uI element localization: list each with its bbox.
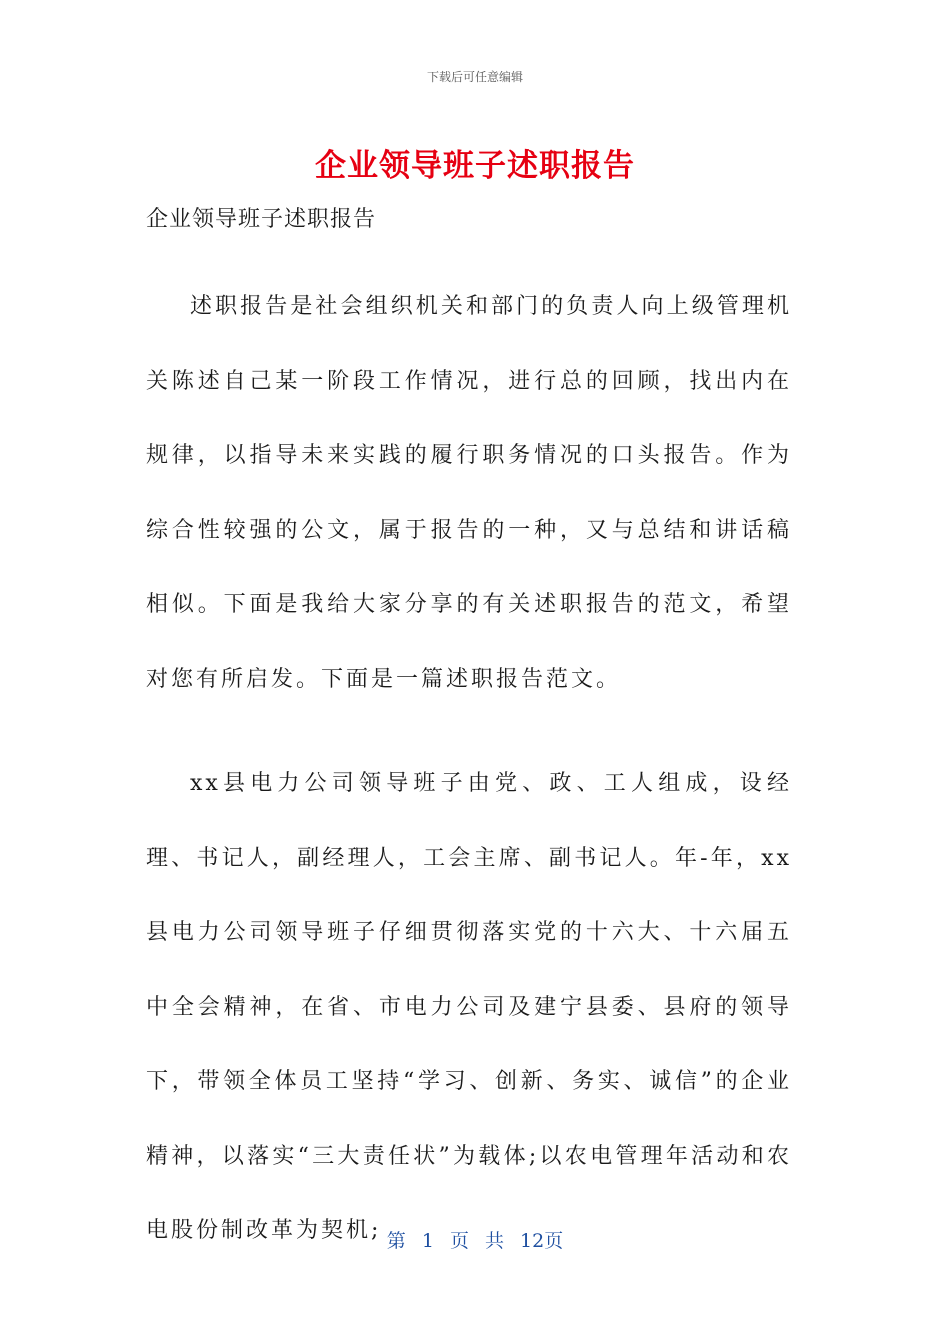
body-paragraph-1: 述职报告是社会组织机关和部门的负责人向上级管理机关陈述自己某一阶段工作情况，进行总的回顾，找出内在规律，以指导未来实践的履行职务情况的口头报告。作为综合性较强的公文，属于报告的一种，又与总结和讲话稿相似。下面是我给大家分享的有关述职报告的范文，希望对您有所启发。下面是一篇述职报告范文。 bbox=[146, 294, 792, 692]
document-subtitle: 企业领导班子述职报告 bbox=[146, 207, 377, 232]
document-body bbox=[146, 200, 792, 1269]
body-paragraph-2: xx县电力公司领导班子由党、政、工人组成，设经理、书记人，副经理人，工会主席、副书记人。年-年，xx县电力公司领导班子仔细贯彻落实党的十六大、十六届五中全会精神，在省、市电力公司及建宁县委、县府的领导下，带领全体员工坚持“学习、创新、务实、诚信”的企业精神，以落实“三大责任状”为载体;以农电管理年活动和农电股份制改革为契机; bbox=[146, 771, 792, 1243]
page-footer: 第 1 页 共 12页 bbox=[386, 1230, 564, 1252]
header-note: 下载后可任意编辑 bbox=[426, 70, 523, 84]
document-title: 企业领导班子述职报告 bbox=[315, 148, 635, 184]
